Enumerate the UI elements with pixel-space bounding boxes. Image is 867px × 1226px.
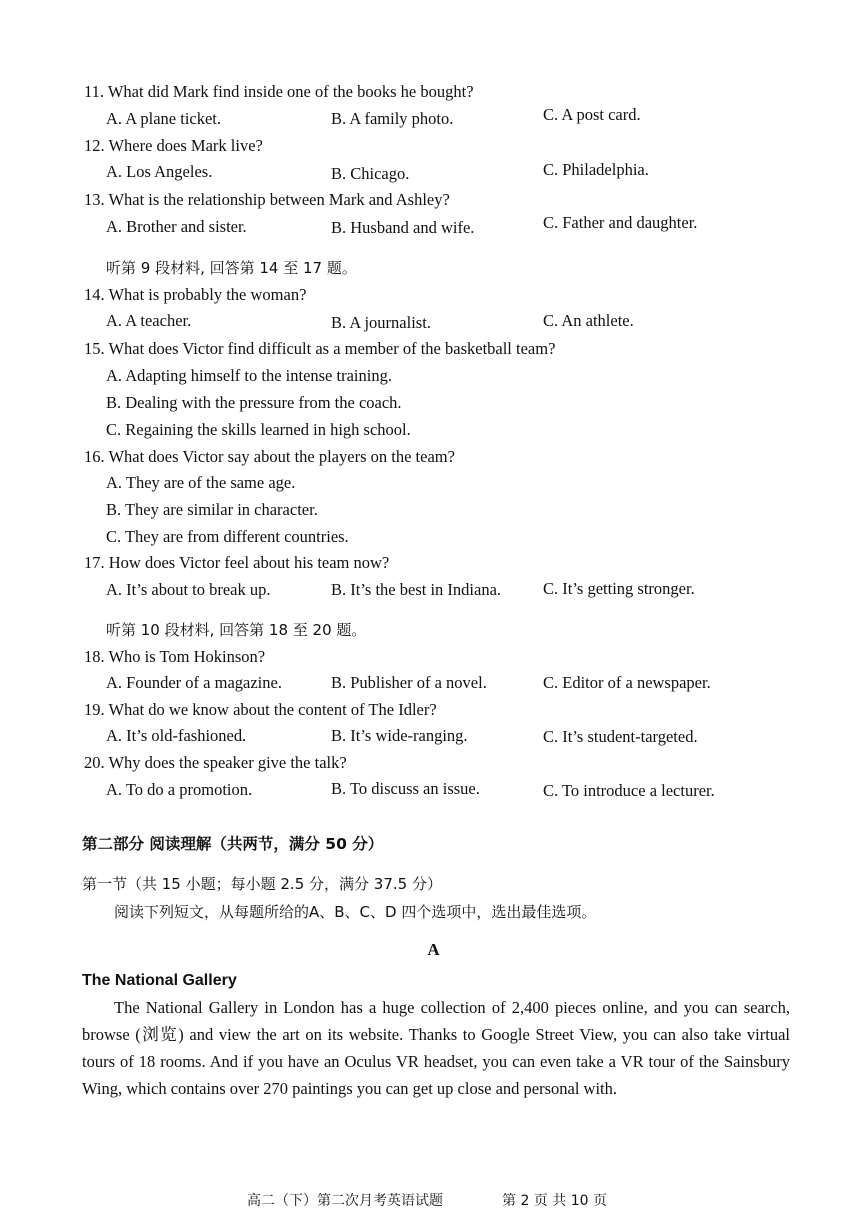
- question-14-option-c: C. An athlete.: [543, 311, 634, 330]
- question-17-stem: 17. How does Victor feel about his team now?: [84, 553, 390, 572]
- question-15-option-b: B. Dealing with the pressure from the coach.: [106, 393, 402, 412]
- question-20-option-b: B. To discuss an issue.: [331, 779, 480, 798]
- question-17-option-b: B. It’s the best in Indiana.: [331, 580, 502, 599]
- section-1-instruction: 阅读下列短文，从每题所给的A、B、C、D 四个选项中，选出最佳选项。: [114, 903, 597, 921]
- question-12-stem: 12. Where does Mark live?: [84, 136, 263, 155]
- passage-text: The National Gallery in London has a huge collection of 2,400 pieces online, and you can search, browse (浏览) and view the art on its website. Thanks to Google Street View, you can also take virtual tours of 18 rooms. And if you have an Oculus VR headset, you can even take a VR tour of the Sainsbury Wing, which contains over 270 paintings you can get up close and personal with.: [82, 998, 790, 1098]
- question-19-option-a: A. It’s old-fashioned.: [106, 726, 247, 745]
- question-15-option-a: A. Adapting himself to the intense training.: [106, 366, 392, 385]
- question-18-option-b: B. Publisher of a novel.: [331, 673, 487, 692]
- question-14-option-a: A. A teacher.: [106, 311, 192, 330]
- footer-page-info: 第 2 页 共 10 页: [502, 1193, 607, 1209]
- question-12-option-a: A. Los Angeles.: [106, 162, 213, 181]
- question-14-stem: 14. What is probably the woman?: [84, 285, 307, 304]
- question-15-stem: 15. What does Victor find difficult as a member of the basketball team?: [84, 339, 556, 358]
- question-16-option-a: A. They are of the same age.: [106, 473, 296, 492]
- question-11-option-c: C. A post card.: [543, 105, 641, 124]
- question-16-stem: 16. What does Victor say about the players on the team?: [84, 447, 455, 466]
- listening-instruction-10: 听第 10 段材料, 回答第 18 至 20 题。: [106, 621, 367, 639]
- question-14-option-b: B. A journalist.: [331, 313, 431, 332]
- question-17-option-c: C. It’s getting stronger.: [543, 579, 695, 598]
- question-13-option-a: A. Brother and sister.: [106, 217, 247, 236]
- question-13-option-b: B. Husband and wife.: [331, 218, 475, 237]
- passage-title: The National Gallery: [82, 972, 237, 989]
- passage-paragraph: [82, 994, 790, 1102]
- question-18-stem: 18. Who is Tom Hokinson?: [84, 647, 266, 666]
- section-1-heading: 第一节（共 15 小题；每小题 2.5 分，满分 37.5 分）: [82, 875, 442, 893]
- footer-exam-title: 高二（下）第二次月考英语试题: [247, 1193, 443, 1209]
- passage-letter: A: [427, 940, 440, 959]
- question-16-option-c: C. They are from different countries.: [106, 527, 349, 546]
- question-20-option-c: C. To introduce a lecturer.: [543, 781, 715, 800]
- question-11-stem: 11. What did Mark find inside one of the books he bought?: [84, 82, 474, 101]
- question-18-option-a: A. Founder of a magazine.: [106, 673, 282, 692]
- listening-instruction-9: 听第 9 段材料, 回答第 14 至 17 题。: [106, 259, 357, 277]
- question-19-option-b: B. It’s wide-ranging.: [331, 726, 468, 745]
- question-13-stem: 13. What is the relationship between Mark and Ashley?: [84, 190, 450, 209]
- question-19-option-c: C. It’s student-targeted.: [543, 727, 698, 746]
- question-15-option-c: C. Regaining the skills learned in high school.: [106, 420, 411, 439]
- question-12-option-c: C. Philadelphia.: [543, 160, 649, 179]
- question-18-option-c: C. Editor of a newspaper.: [543, 673, 711, 692]
- question-13-option-c: C. Father and daughter.: [543, 213, 698, 232]
- part-2-heading: 第二部分 阅读理解（共两节，满分 50 分）: [82, 835, 384, 853]
- question-12-option-b: B. Chicago.: [331, 164, 410, 183]
- question-19-stem: 19. What do we know about the content of The Idler?: [84, 700, 437, 719]
- question-20-option-a: A. To do a promotion.: [106, 780, 253, 799]
- question-11-option-b: B. A family photo.: [331, 109, 454, 128]
- question-20-stem: 20. Why does the speaker give the talk?: [84, 753, 347, 772]
- question-11-option-a: A. A plane ticket.: [106, 109, 222, 128]
- question-17-option-a: A. It’s about to break up.: [106, 580, 271, 599]
- question-16-option-b: B. They are similar in character.: [106, 500, 318, 519]
